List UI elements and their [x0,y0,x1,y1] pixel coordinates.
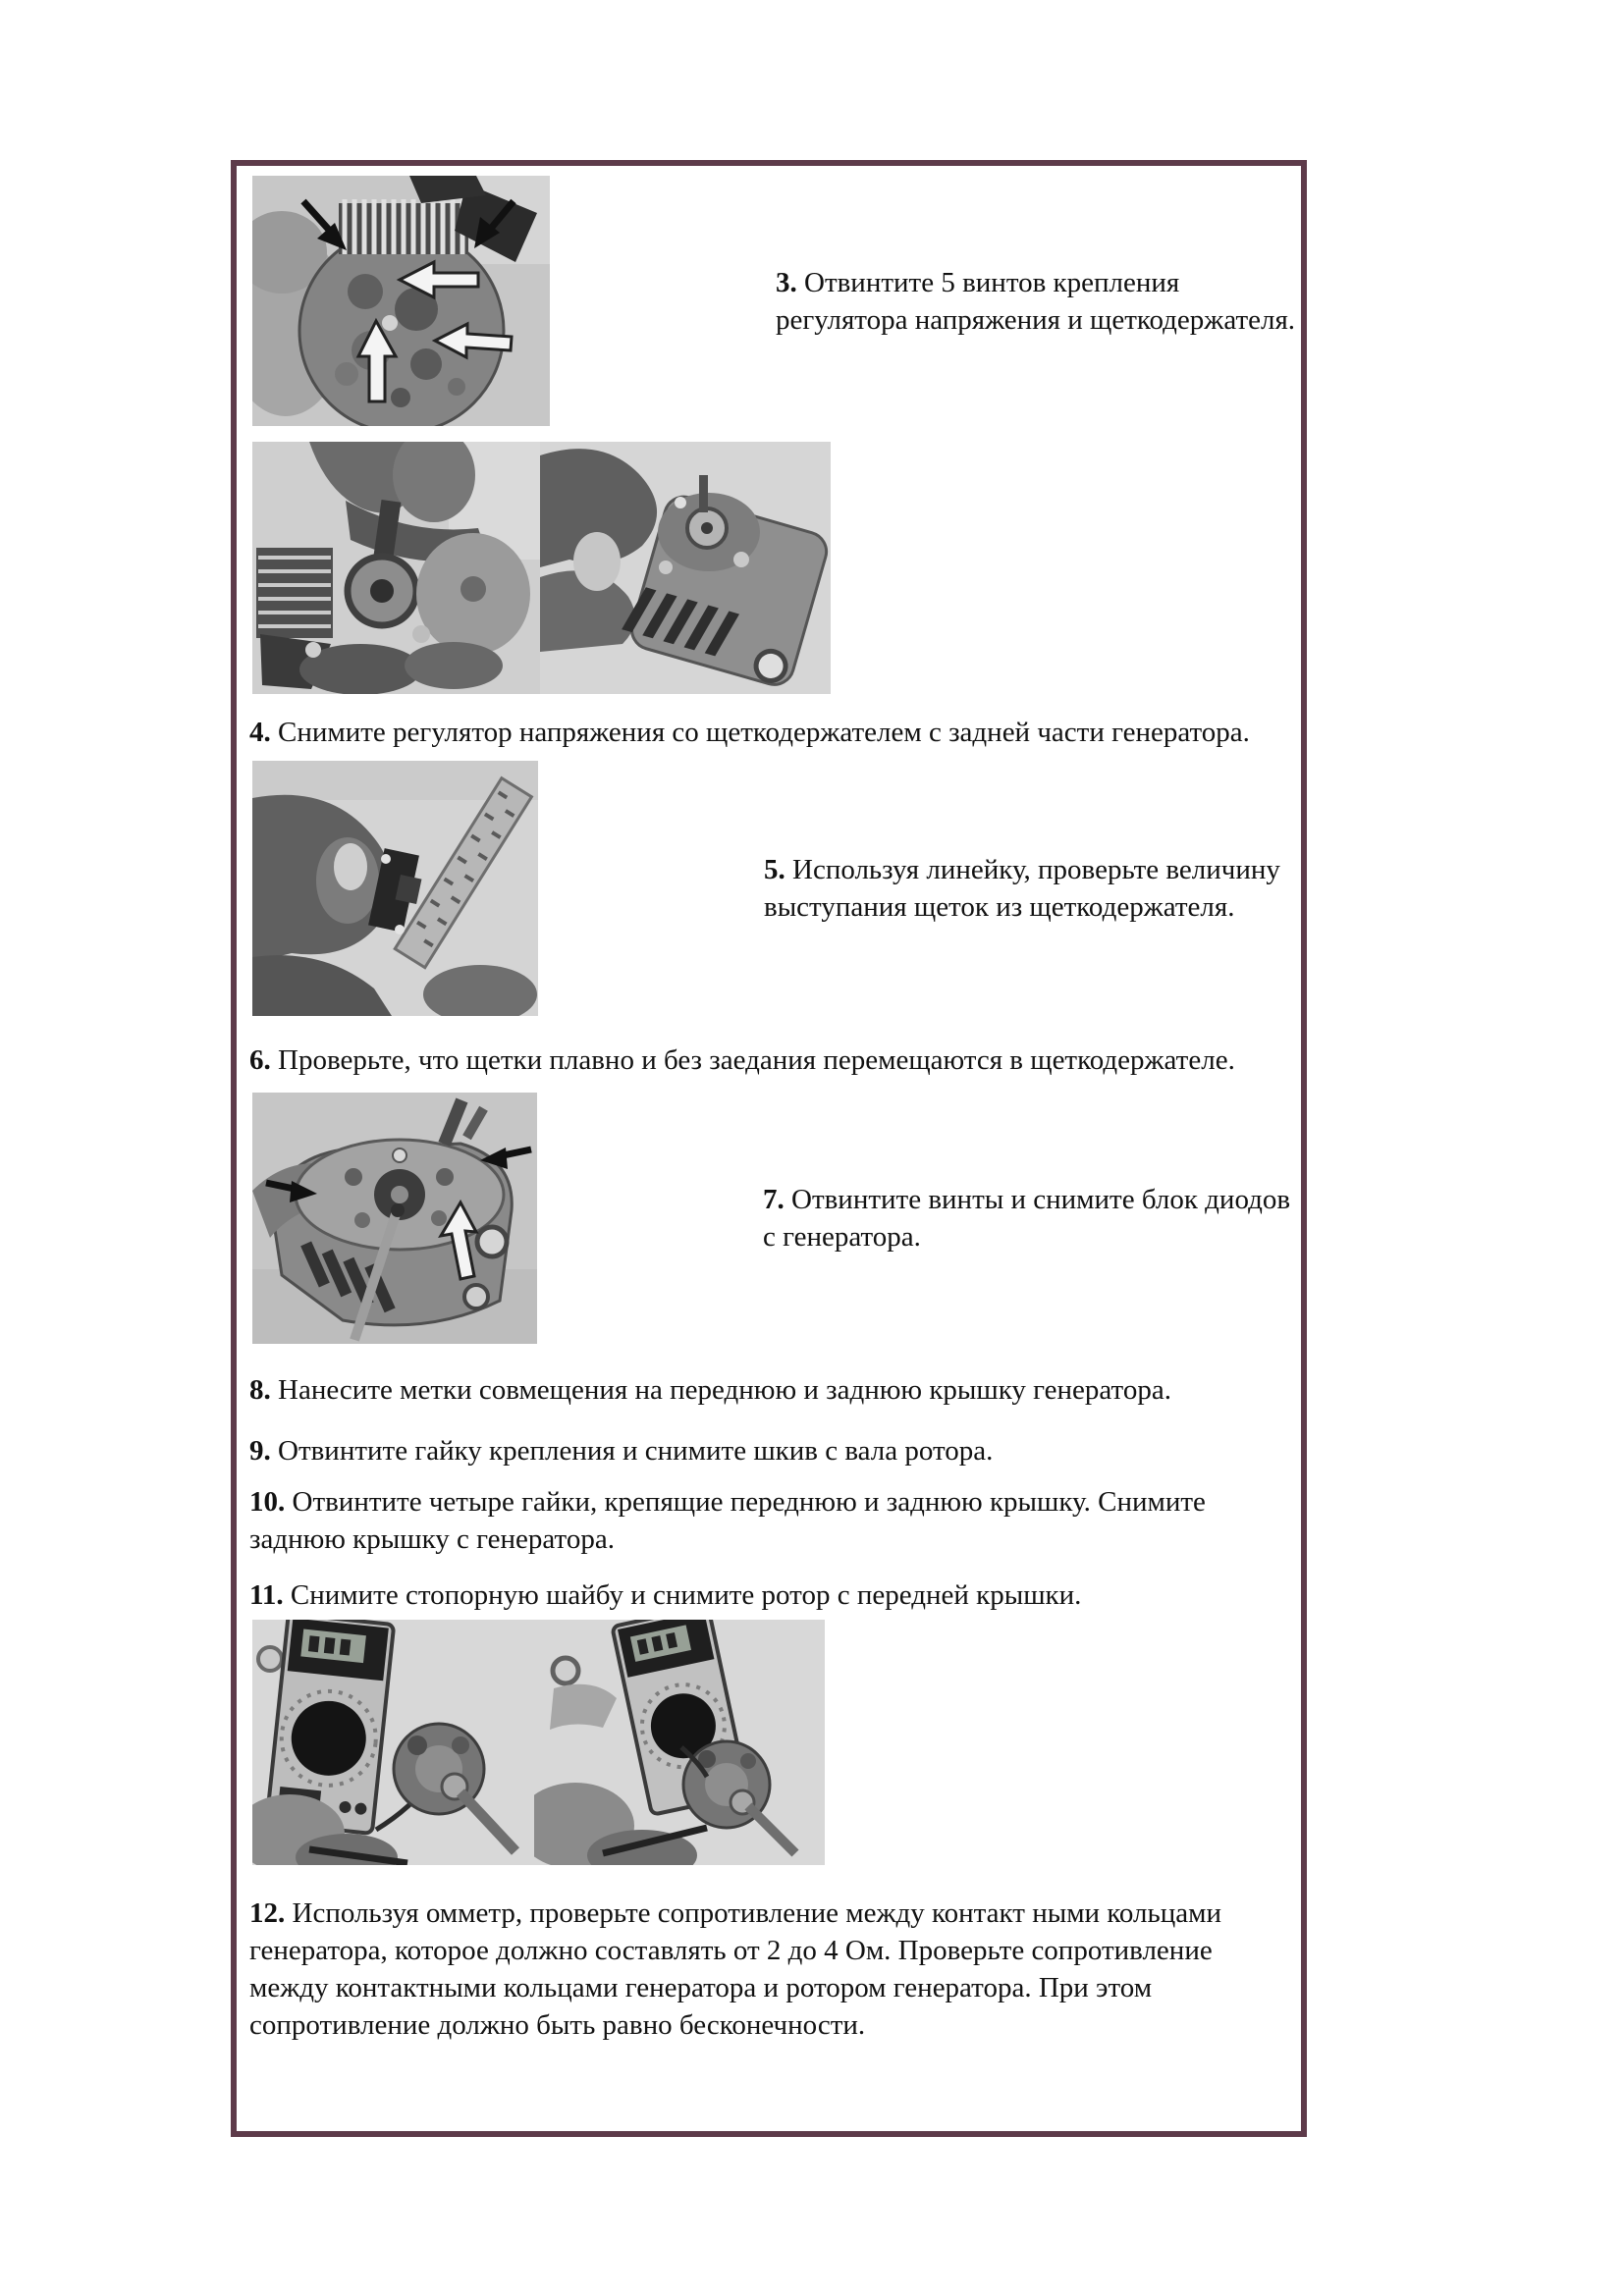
step4-paragraph [249,714,1287,751]
step8-paragraph [249,1371,1287,1409]
step12-paragraph [249,1895,1287,2044]
step4-instruction: Снимите регулятор напряжения со щеткодержателем с задней части генератора. [278,717,1250,748]
step8-number: 8. [249,1374,271,1406]
step3-paragraph [776,264,1301,339]
row-step4-photos [252,442,1301,694]
step12-instruction: Используя омметр, проверьте сопротивление между контакт ными кольцами генератора, которое должно составлять от 2 до 4 Ом. Проверьте сопротивление между контактными кольцами генератора и ротором генератора. При этом сопротивление должно быть равно бесконечности. [249,1897,1222,2041]
photo-ohmmeter-rotor [534,1620,825,1865]
manual-page-box [231,160,1307,2137]
step4-number: 4. [249,717,271,748]
step6-number: 6. [249,1044,271,1076]
step6-instruction: Проверьте, что щетки плавно и без заедания перемещаются в щеткодержателе. [278,1044,1235,1076]
step8-instruction: Нанесите метки совмещения на переднюю и заднюю крышку генератора. [278,1374,1171,1406]
step7-number: 7. [763,1184,785,1215]
step11-instruction: Снимите стопорную шайбу и снимите ротор с передней крышки. [290,1579,1082,1611]
step3-number: 3. [776,266,797,298]
step10-instruction: Отвинтите четыре гайки, крепящие переднюю и заднюю крышку. Снимите заднюю крышку с генератора. [249,1486,1206,1555]
photo-regulator-removal-top [252,442,540,694]
step3-instruction: Отвинтите 5 винтов крепления регулятора напряжения и щеткодержателя. [776,266,1296,336]
step7-instruction: Отвинтите винты и снимите блок диодов с генератора. [763,1184,1291,1253]
step5-text-block [764,851,1294,926]
step9-instruction: Отвинтите гайку крепления и снимите шкив с вала ротора. [278,1435,994,1467]
photo-diode-block-screws [252,1093,537,1344]
row-step12-photos [252,1620,1301,1865]
photo-brush-ruler-check [252,761,538,1016]
step12-number: 12. [249,1897,286,1929]
step10-paragraph [249,1483,1287,1558]
step6-paragraph [249,1041,1287,1079]
step9-paragraph [249,1432,1287,1469]
step10-number: 10. [249,1486,286,1518]
row-step5 [252,761,1301,1016]
row-step3 [252,176,1301,426]
step5-number: 5. [764,854,785,885]
photo-regulator-removal-hand [540,442,831,694]
step5-instruction: Используя линейку, проверьте величину выступания щеток из щеткодержателя. [764,854,1280,923]
step7-text-block [763,1181,1293,1255]
step5-paragraph [764,851,1294,926]
photo-alternator-rear-screws [252,176,550,426]
step3-text-block [776,264,1301,339]
step9-number: 9. [249,1435,271,1467]
step7-paragraph [763,1181,1293,1255]
row-step7 [252,1093,1301,1344]
photo-ohmmeter-slip-rings [252,1620,534,1865]
step11-number: 11. [249,1579,284,1611]
step11-paragraph [249,1576,1287,1614]
